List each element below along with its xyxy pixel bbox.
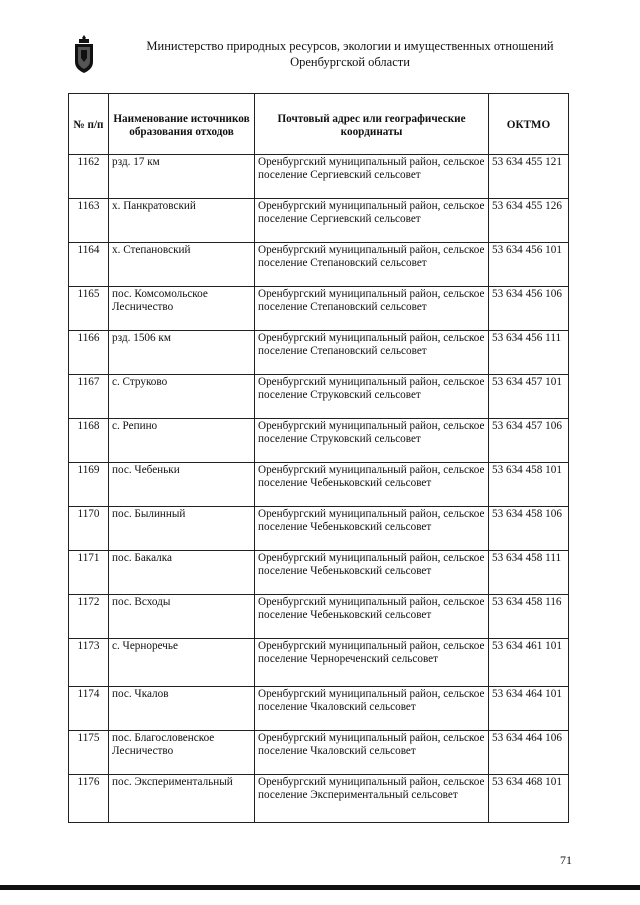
row-address: Оренбургский муниципальный район, сельское поселение Степановский сельсовет [255, 287, 489, 331]
row-address: Оренбургский муниципальный район, сельское поселение Струковский сельсовет [255, 419, 489, 463]
row-name: рзд. 17 км [109, 155, 255, 199]
row-name: х. Панкратовский [109, 199, 255, 243]
row-oktmo: 53 634 461 101 [489, 639, 569, 687]
row-oktmo: 53 634 458 106 [489, 507, 569, 551]
row-address: Оренбургский муниципальный район, сельское поселение Чернореченский сельсовет [255, 639, 489, 687]
row-number: 1163 [69, 199, 109, 243]
table-row [69, 375, 569, 419]
table-row [69, 507, 569, 551]
row-number: 1167 [69, 375, 109, 419]
row-address: Оренбургский муниципальный район, сельское поселение Чебеньковский сельсовет [255, 507, 489, 551]
row-number: 1162 [69, 155, 109, 199]
row-name: пос. Былинный [109, 507, 255, 551]
row-number: 1168 [69, 419, 109, 463]
table-row [69, 595, 569, 639]
row-number: 1169 [69, 463, 109, 507]
column-header-oktmo: ОКТМО [489, 94, 569, 155]
row-address: Оренбургский муниципальный район, сельское поселение Сергиевский сельсовет [255, 199, 489, 243]
table-header-row [69, 94, 569, 155]
row-address: Оренбургский муниципальный район, сельское поселение Чебеньковский сельсовет [255, 463, 489, 507]
table-row [69, 331, 569, 375]
table-row [69, 551, 569, 595]
row-address: Оренбургский муниципальный район, сельское поселение Степановский сельсовет [255, 243, 489, 287]
row-oktmo: 53 634 456 101 [489, 243, 569, 287]
row-number: 1165 [69, 287, 109, 331]
row-oktmo: 53 634 455 121 [489, 155, 569, 199]
row-address: Оренбургский муниципальный район, сельское поселение Чебеньковский сельсовет [255, 551, 489, 595]
row-name: пос. Комсомольское Лесничество [109, 287, 255, 331]
table-row [69, 731, 569, 775]
row-number: 1172 [69, 595, 109, 639]
header-line-1: Министерство природных ресурсов, экологии и имущественных отношений [146, 39, 554, 53]
document-header [120, 38, 580, 70]
row-address: Оренбургский муниципальный район, сельское поселение Сергиевский сельсовет [255, 155, 489, 199]
row-address: Оренбургский муниципальный район, сельское поселение Чкаловский сельсовет [255, 731, 489, 775]
table-row [69, 199, 569, 243]
row-oktmo: 53 634 468 101 [489, 775, 569, 823]
row-number: 1175 [69, 731, 109, 775]
row-oktmo: 53 634 458 101 [489, 463, 569, 507]
bottom-rule [0, 885, 640, 890]
row-number: 1166 [69, 331, 109, 375]
row-name: пос. Бакалка [109, 551, 255, 595]
row-number: 1164 [69, 243, 109, 287]
row-oktmo: 53 634 456 106 [489, 287, 569, 331]
row-address: Оренбургский муниципальный район, сельское поселение Чкаловский сельсовет [255, 687, 489, 731]
row-number: 1170 [69, 507, 109, 551]
row-address: Оренбургский муниципальный район, сельское поселение Экспериментальный сельсовет [255, 775, 489, 823]
row-oktmo: 53 634 458 111 [489, 551, 569, 595]
row-oktmo: 53 634 457 101 [489, 375, 569, 419]
table-row [69, 155, 569, 199]
row-name: пос. Всходы [109, 595, 255, 639]
row-name: пос. Чебеньки [109, 463, 255, 507]
table-row [69, 419, 569, 463]
column-header-name: Наименование источников образования отходов [109, 94, 255, 155]
row-name: пос. Чкалов [109, 687, 255, 731]
sources-table [68, 93, 569, 823]
row-name: с. Репино [109, 419, 255, 463]
coat-of-arms-icon [72, 34, 96, 74]
table-row [69, 639, 569, 687]
row-oktmo: 53 634 458 116 [489, 595, 569, 639]
row-name: пос. Экспериментальный [109, 775, 255, 823]
row-name: пос. Благословенское Лесничество [109, 731, 255, 775]
row-oktmo: 53 634 456 111 [489, 331, 569, 375]
row-oktmo: 53 634 464 101 [489, 687, 569, 731]
row-name: х. Степановский [109, 243, 255, 287]
column-header-address: Почтовый адрес или географические координаты [255, 94, 489, 155]
row-address: Оренбургский муниципальный район, сельское поселение Струковский сельсовет [255, 375, 489, 419]
table-row [69, 775, 569, 823]
column-header-number: № п/п [69, 94, 109, 155]
row-name: с. Струково [109, 375, 255, 419]
page-number: 71 [560, 853, 572, 867]
row-oktmo: 53 634 455 126 [489, 199, 569, 243]
row-name: с. Черноречье [109, 639, 255, 687]
row-number: 1171 [69, 551, 109, 595]
row-oktmo: 53 634 464 106 [489, 731, 569, 775]
table-row [69, 463, 569, 507]
table-row [69, 243, 569, 287]
row-number: 1174 [69, 687, 109, 731]
row-name: рзд. 1506 км [109, 331, 255, 375]
table-row [69, 687, 569, 731]
row-oktmo: 53 634 457 106 [489, 419, 569, 463]
row-address: Оренбургский муниципальный район, сельское поселение Степановский сельсовет [255, 331, 489, 375]
row-number: 1173 [69, 639, 109, 687]
header-line-2: Оренбургской области [290, 55, 410, 69]
row-number: 1176 [69, 775, 109, 823]
row-address: Оренбургский муниципальный район, сельское поселение Чебеньковский сельсовет [255, 595, 489, 639]
table-row [69, 287, 569, 331]
